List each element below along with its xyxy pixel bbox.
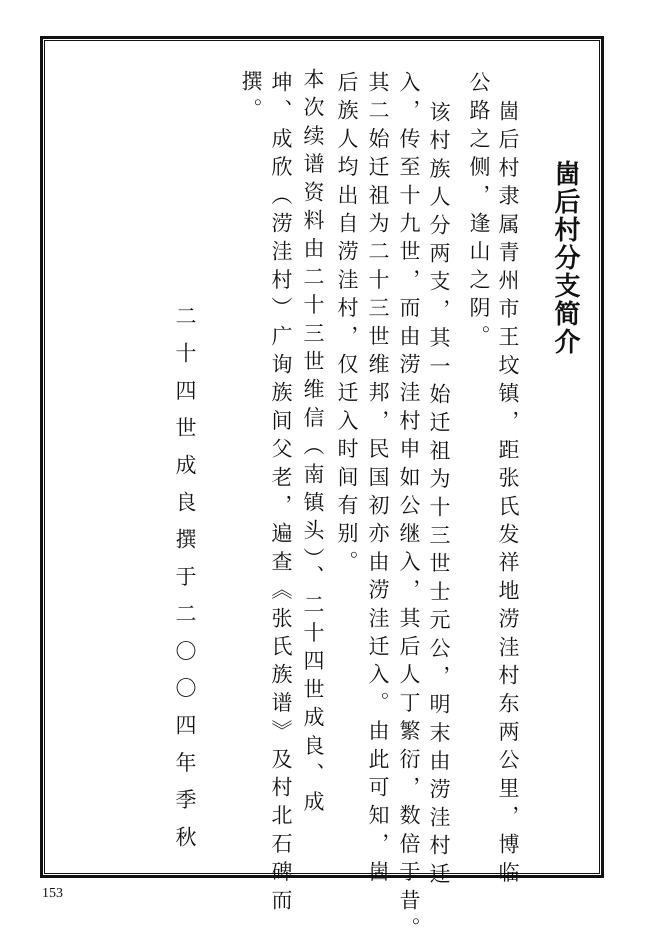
text-column-6: 后族人均出自涝洼村，仅迁入时间有别。 — [335, 71, 359, 579]
document-title: 崮后村分支简介 — [550, 160, 580, 356]
text-column-9: 撰。 — [239, 70, 263, 127]
text-column-5: 其二始迁祖为二十三世维邦，民国初亦由涝洼迁入。由此可知，崮 — [366, 71, 390, 889]
text-column-4: 入，传至十九世，而由涝洼村申如公继入，其后人丁繁衍，数倍于昔。 — [397, 71, 421, 945]
text-column-8: 坤、成欣（涝洼村）广询族间父老，遍查《张氏族谱》及村北石碑而 — [269, 71, 293, 917]
text-column-1: 崮后村隶属青州市王坟镇，距张氏发祥地涝洼村东两公里，博临 — [496, 100, 520, 890]
text-column-2: 公路之侧，逢山之阴。 — [467, 71, 491, 353]
text-column-7: 本次续谱资料由二十三世维信（南镇头）、二十四世成良、成 — [301, 68, 325, 819]
signature-line: 二十四世成良撰于二〇〇四年季秋 — [173, 305, 197, 863]
text-column-3: 该村族人分两支，其一始迁祖为十三世士元公，明末由涝洼村迁 — [427, 101, 451, 891]
page-number: 153 — [42, 886, 63, 901]
